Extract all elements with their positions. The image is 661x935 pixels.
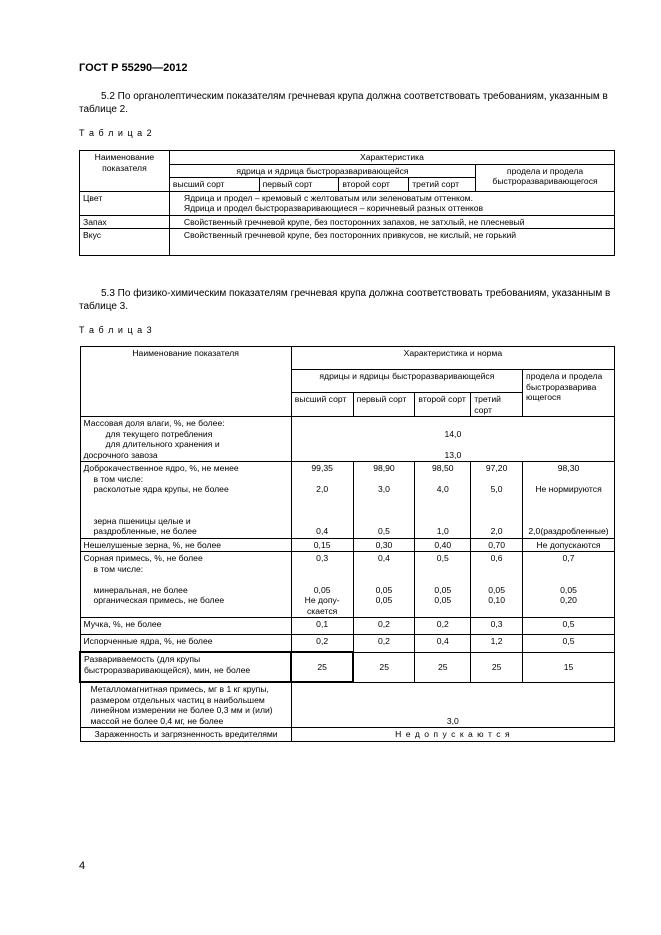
t3-unhulled-g2: 0,30 — [353, 538, 415, 552]
page-number: 4 — [79, 860, 86, 872]
t3-moisture-name: Массовая доля влаги, %, не более: для текущего потребления для длительного хранения и досрочного завоза — [80, 417, 291, 462]
t3-flour-name: Мучка, %, не более — [80, 618, 291, 635]
t3-unhulled-g1: 0,15 — [291, 538, 353, 552]
t3-moisture-values: 14,0 13,0 — [291, 417, 614, 462]
t2-header-grade4: третий сорт — [409, 178, 476, 192]
table-row — [80, 229, 615, 256]
t2-header-kernels: ядрица и ядрица быстроразваривающейся — [169, 164, 475, 178]
table-3 — [79, 346, 615, 742]
t3-good-g4: 97,20 5,0 2,0 — [471, 462, 523, 539]
table-row — [80, 538, 615, 552]
t3-boil-name: Развариваемость (для крупы быстроразваривающейся), мин, не более — [80, 652, 291, 682]
table2-caption: Т а б л и ц а 2 — [79, 128, 153, 138]
t2-header-grade1: высший сорт — [169, 178, 259, 192]
t3-good-g1: 99,35 2,0 0,4 — [291, 462, 353, 539]
table-row — [80, 417, 615, 462]
t3-boil-g3: 25 — [415, 652, 471, 682]
t3-header-g1: высший сорт — [291, 393, 353, 417]
t3-flour-g1: 0,1 — [291, 618, 353, 635]
table-row — [80, 462, 615, 539]
t3-spoiled-g1: 0,2 — [291, 635, 353, 653]
t3-metal-value: 3,0 — [291, 682, 614, 728]
t3-metal-name: Металломагнитная примесь, мг в 1 кг крупы, размером отдельных частиц в наибольшем линейном измерении не более 0,3 мм и (или) массой не более 0,4 мг, не более — [80, 682, 291, 728]
t3-weed-g4: 0,6 0,05 0,10 — [471, 552, 523, 618]
t2-row-value: Ядрица и продел – кремовый с желтоватым или зеленоватым оттенком. Ядрица и продел быстроразваривающиеся – коричневый разных оттенков — [169, 191, 614, 215]
t3-boil-g1: 25 — [291, 652, 353, 682]
table-2 — [79, 150, 615, 256]
t3-spoiled-prodel: 0,5 — [523, 635, 615, 653]
t3-unhulled-name: Нешелушеные зерна, %, не более — [80, 538, 291, 552]
table-row — [80, 728, 615, 742]
t3-weed-g3: 0,5 0,05 0,05 — [415, 552, 471, 618]
t3-weed-g1: 0,3 0,05 Не допу- скается — [291, 552, 353, 618]
table3-caption: Т а б л и ц а 3 — [79, 325, 153, 335]
paragraph-5-3: 5.3 По физико-химическим показателям гречневая крупа должна соответствовать требованиям, указанным в таблице 3. — [79, 288, 611, 312]
table-row — [80, 191, 615, 215]
t3-weed-name: Сорная примесь, %, не более в том числе: минеральная, не более органическая примесь, не более — [80, 552, 291, 618]
t3-pests-value: Н е д о п у с к а ю т с я — [291, 728, 614, 742]
t3-boil-g4: 25 — [471, 652, 523, 682]
t3-header-g4: третий сорт — [471, 393, 523, 417]
t2-row-value: Свойственный гречневой крупе, без посторонних привкусов, не кислый, не горький — [169, 229, 614, 256]
t3-good-g3: 98,50 4,0 1,0 — [415, 462, 471, 539]
t2-header-prodel: продела и продела быстроразваривающегося — [476, 164, 615, 191]
t3-spoiled-name: Испорченные ядра, %, не более — [80, 635, 291, 653]
t3-boil-g2: 25 — [353, 652, 415, 682]
table-row — [80, 215, 615, 229]
t3-flour-prodel: 0,5 — [523, 618, 615, 635]
t2-row-name: Цвет — [80, 191, 170, 215]
t3-header-name: Наименование показателя — [80, 347, 291, 417]
t3-header-g2: первый сорт — [353, 393, 415, 417]
t3-boil-prodel: 15 — [523, 652, 615, 682]
table-row — [80, 652, 615, 682]
table-row — [80, 635, 615, 653]
t3-header-char: Характеристика и норма — [291, 347, 614, 370]
t2-row-name: Запах — [80, 215, 170, 229]
document-code: ГОСТ Р 55290—2012 — [79, 62, 188, 74]
t3-good-prodel: 98,30 Не нормируются 2,0(раздробленные) — [523, 462, 615, 539]
t3-spoiled-g2: 0,2 — [353, 635, 415, 653]
t2-header-grade3: второй сорт — [339, 178, 409, 192]
t3-spoiled-g4: 1,2 — [471, 635, 523, 653]
t2-row-name: Вкус — [80, 229, 170, 256]
t2-header-char: Характеристика — [169, 151, 614, 165]
table-row — [80, 618, 615, 635]
t3-flour-g4: 0,3 — [471, 618, 523, 635]
t3-unhulled-prodel: Не допускаются — [523, 538, 615, 552]
table-row — [80, 552, 615, 618]
t2-header-name: Наименование показателя — [80, 151, 170, 192]
t3-unhulled-g3: 0,40 — [415, 538, 471, 552]
t3-good-name: Доброкачественное ядро, %, не менее в том числе: расколотые ядра крупы, не более зерна пшеницы целые и раздробленные, не более — [80, 462, 291, 539]
t2-row-value: Свойственный гречневой крупе, без посторонних запахов, не затхлый, не плесневый — [169, 215, 614, 229]
t3-weed-g2: 0,4 0,05 0,05 — [353, 552, 415, 618]
t3-unhulled-g4: 0,70 — [471, 538, 523, 552]
t3-flour-g2: 0,2 — [353, 618, 415, 635]
t3-good-g2: 98,90 3,0 0,5 — [353, 462, 415, 539]
t3-weed-prodel: 0,7 0,05 0,20 — [523, 552, 615, 618]
t3-header-g3: второй сорт — [415, 393, 471, 417]
t2-header-grade2: первый сорт — [259, 178, 339, 192]
t3-spoiled-g3: 0,4 — [415, 635, 471, 653]
t3-header-kernels: ядрицы и ядрицы быстроразваривающейся — [291, 370, 522, 393]
t3-header-prodel: продела и продела быстроразварива ющегося — [523, 370, 615, 417]
table-row — [80, 682, 615, 728]
paragraph-5-2: 5.2 По органолептическим показателям гречневая крупа должна соответствовать требованиям, указанным в таблице 2. — [79, 91, 608, 115]
t3-pests-name: Зараженность и загрязненность вредителями — [80, 728, 291, 742]
t3-flour-g3: 0,2 — [415, 618, 471, 635]
